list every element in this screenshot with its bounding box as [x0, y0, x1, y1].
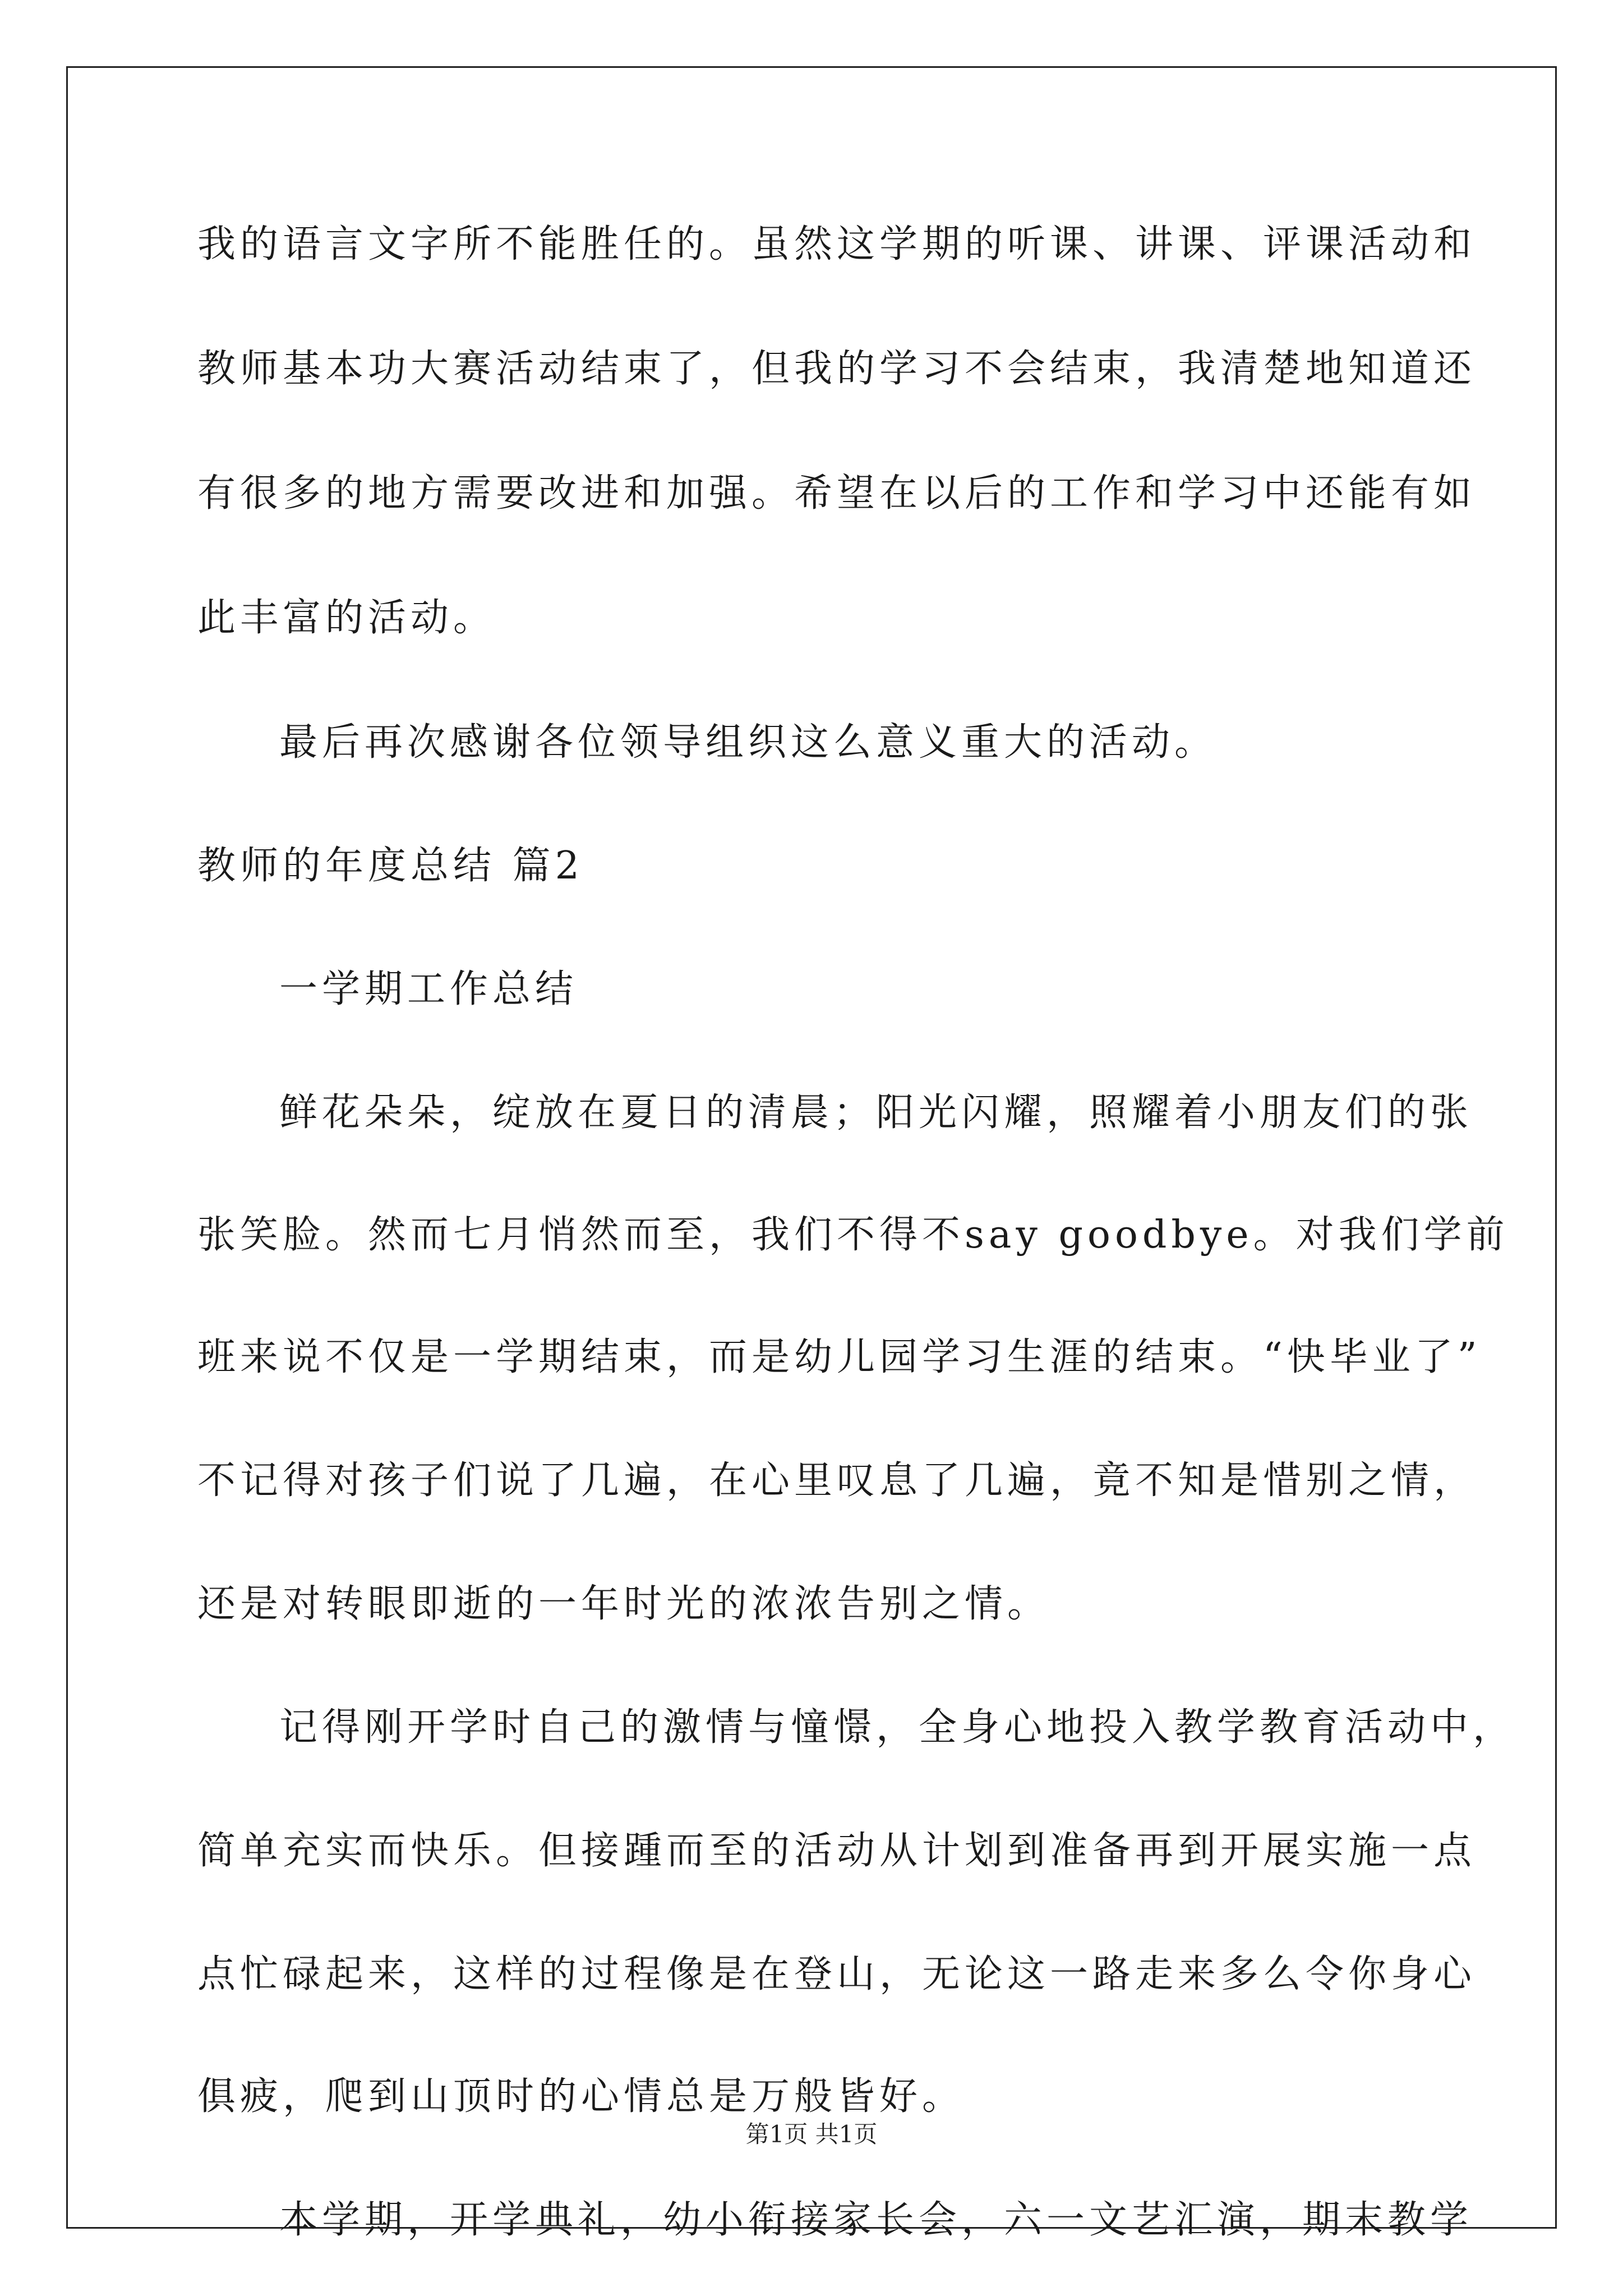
text-line: 此丰富的活动。	[197, 596, 496, 640]
text-line: 简单充实而快乐。但接踵而至的活动从计划到准备再到开展实施一点	[197, 1829, 1477, 1873]
text-line: 点忙碌起来，这样的过程像是在登山，无论这一路走来多么令你身心	[197, 1952, 1477, 1996]
text-line: 教师基本功大赛活动结束了，但我的学习不会结束，我清楚地知道还	[197, 347, 1477, 391]
text-line: 我的语言文字所不能胜任的。虽然这学期的听课、讲课、评课活动和	[197, 222, 1477, 266]
text-line: 鲜花朵朵，绽放在夏日的清晨；阳光闪耀，照耀着小朋友们的张	[279, 1091, 1473, 1135]
page-number: 第1页 共1页	[745, 2120, 878, 2148]
section-heading: 教师的年度总结 篇2	[197, 844, 584, 888]
text-line: 张笑脸。然而七月悄然而至，我们不得不say goodbye。对我们学前	[197, 1213, 1509, 1257]
text-line: 有很多的地方需要改进和加强。希望在以后的工作和学习中还能有如	[197, 471, 1477, 516]
text-line: 还是对转眼即逝的一年时光的浓浓告别之情。	[197, 1582, 1050, 1626]
text-line: 班来说不仅是一学期结束，而是幼儿园学习生涯的结束。“快毕业了”	[197, 1335, 1482, 1379]
section-subtitle: 一学期工作总结	[279, 967, 578, 1011]
text-line: 俱疲，爬到山顶时的心情总是万般皆好。	[197, 2074, 965, 2119]
text-line: 本学期，开学典礼，幼小衔接家长会，六一文艺汇演，期末教学	[279, 2198, 1473, 2242]
text-line: 不记得对孩子们说了几遍，在心里叹息了几遍，竟不知是惜别之情，	[197, 1458, 1477, 1503]
text-line: 最后再次感谢各位领导组织这么意义重大的活动。	[279, 720, 1218, 765]
text-line: 记得刚开学时自己的激情与憧憬，全身心地投入教学教育活动中，	[279, 1705, 1516, 1750]
